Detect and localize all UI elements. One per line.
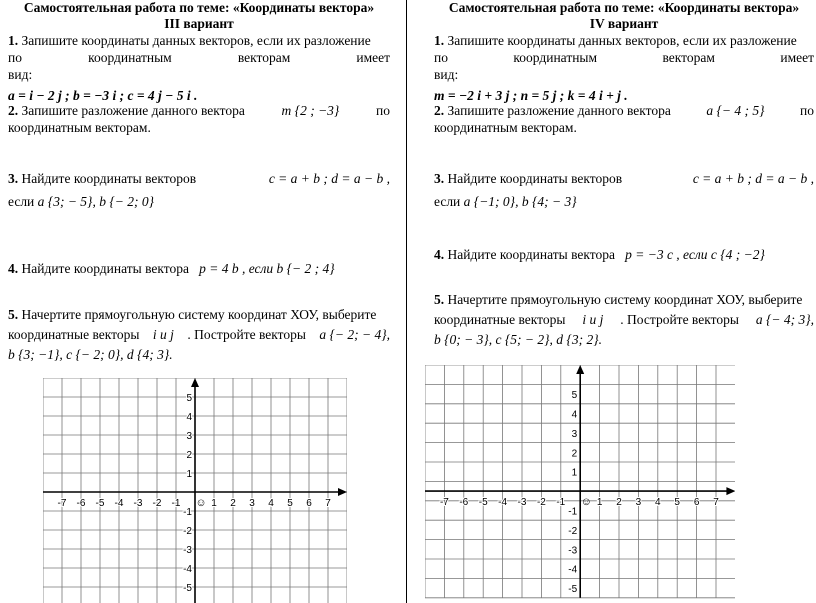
right-x-tick-label: 1: [596, 497, 603, 509]
left-t5-vec-a: a {− 2; − 4},: [319, 327, 390, 342]
right-t3-num: 3.: [434, 171, 445, 186]
left-t5-ij: i и j: [152, 327, 174, 342]
left-x-tick-label: 6: [306, 498, 312, 509]
left-t1-text-b: по координатным векторам имеет вид:: [8, 50, 390, 82]
right-task-2: [434, 102, 814, 136]
left-y-tick-label: 5: [186, 393, 192, 404]
left-y-tick-label: 2: [186, 450, 192, 461]
left-t4-text: Найдите координаты вектора: [21, 261, 189, 276]
right-x-tick-label: -1: [556, 497, 566, 509]
left-title: Самостоятельная работа по теме: «Координаты вектора»: [23, 0, 375, 15]
right-task-3: [434, 170, 814, 210]
right-x-tick-label: 5: [674, 497, 680, 509]
right-y-tick-label: -3: [568, 545, 578, 557]
left-y-tick-label: -2: [183, 526, 192, 537]
right-t5-text-a: Начертите прямоугольную систему координат ХОУ, выберите: [447, 292, 803, 307]
left-t3-text: Найдите координаты векторов: [21, 171, 197, 186]
left-task-4: [8, 260, 390, 277]
right-coordinate-grid: [425, 365, 735, 603]
right-t5-num: 5.: [434, 292, 445, 307]
left-t5-given: b {3; −1}, c {− 2; 0}, d {4; 3}.: [8, 347, 173, 362]
right-x-tick-label: -7: [439, 497, 449, 509]
left-x-tick-label: -1: [171, 498, 181, 509]
left-t2-vec: m {2 ; −3}: [281, 103, 340, 118]
left-t4-num: 4.: [8, 261, 19, 276]
left-task-1: [8, 32, 390, 104]
left-t2-num: 2.: [8, 103, 19, 118]
left-coordinate-grid: [43, 378, 347, 603]
left-y-tick-label: 1: [186, 469, 192, 480]
right-variant: IV вариант: [589, 16, 659, 31]
right-x-tick-label: -5: [478, 497, 488, 509]
right-title: Самостоятельная работа по теме: «Координаты вектора»: [448, 0, 800, 15]
left-x-tick-label: 4: [268, 498, 274, 509]
left-t5-text-b: координатные векторы: [8, 327, 140, 342]
right-x-tick-label: 7: [713, 497, 719, 509]
left-x-tick-label: -3: [133, 498, 143, 509]
right-x-tick-label: -2: [536, 497, 546, 509]
left-y-tick-label: -3: [183, 545, 192, 556]
right-y-tick-label: -1: [568, 506, 578, 518]
right-y-tick-label: -2: [568, 525, 578, 537]
right-x-tick-label: -6: [459, 497, 469, 509]
right-t1-text-b: по координатным векторам имеет вид:: [434, 50, 814, 82]
left-t3-given: a {3; − 5}, b {− 2; 0}: [37, 194, 154, 209]
left-x-tick-label: -4: [114, 498, 124, 509]
left-task-5: [8, 305, 390, 365]
left-t3-if: если: [8, 194, 35, 209]
right-t3-formula: c = a + b ; d = a − b ,: [692, 171, 814, 186]
left-origin-glyph: ☺: [195, 497, 207, 509]
left-task-3: [8, 170, 390, 210]
right-y-tick-label: -5: [568, 584, 578, 596]
left-t1-formula: a = i − 2 j ; b = −3 i ; c = 4 j − 5 i .: [8, 88, 198, 103]
right-task-1: [434, 32, 814, 104]
right-t2-text: Запишите разложение данного вектора: [447, 103, 671, 118]
left-y-arrow: [191, 378, 199, 387]
right-t1-num: 1.: [434, 33, 445, 48]
right-x-tick-label: 6: [693, 497, 700, 509]
right-x-arrow: [726, 487, 735, 495]
left-x-arrow: [338, 488, 347, 496]
right-t4-text: Найдите координаты вектора: [447, 247, 615, 262]
column-divider: [406, 0, 407, 603]
right-t5-vec-a: a {− 4; 3},: [755, 312, 814, 327]
left-t2-tail: по: [376, 103, 390, 118]
left-t2-text: Запишите разложение данного вектора: [21, 103, 245, 118]
left-variant: III вариант: [164, 16, 234, 31]
left-t4-formula: p = 4 b , если b {− 2 ; 4}: [199, 261, 335, 276]
left-t3-num: 3.: [8, 171, 19, 186]
left-x-tick-label: 2: [230, 498, 236, 509]
right-y-tick-label: -4: [568, 564, 578, 576]
left-t5-num: 5.: [8, 307, 19, 322]
right-t2-tail: по: [800, 103, 814, 118]
left-x-tick-label: -6: [76, 498, 86, 509]
right-y-tick-label: 1: [571, 467, 578, 479]
right-t2-text-b: координатным векторам.: [434, 120, 577, 135]
left-x-tick-label: 3: [249, 498, 255, 509]
left-task-2: [8, 102, 390, 136]
left-x-tick-label: -2: [152, 498, 162, 509]
left-y-tick-label: 3: [186, 431, 192, 442]
left-t3-formula: c = a + b ; d = a − b ,: [268, 171, 390, 186]
right-y-tick-label: 4: [571, 409, 578, 421]
right-t1-text-a: Запишите координаты данных векторов, если их разложение: [447, 33, 797, 48]
right-x-tick-label: 2: [616, 497, 622, 509]
right-task-4: [434, 246, 814, 263]
right-y-arrow: [576, 365, 584, 374]
left-x-tick-label: 1: [211, 498, 217, 509]
right-t3-if: если: [434, 194, 461, 209]
right-t4-num: 4.: [434, 247, 445, 262]
right-t5-given: b {0; − 3}, c {5; − 2}, d {3; 2}.: [434, 332, 602, 347]
left-t2-text-b: координатным векторам.: [8, 120, 151, 135]
right-t4-formula: p = −3 c , если c {4 ; −2}: [625, 247, 765, 262]
right-x-tick-label: 3: [635, 497, 642, 509]
right-t2-num: 2.: [434, 103, 445, 118]
right-task-5: [434, 290, 814, 350]
right-x-tick-label: -4: [498, 497, 508, 509]
right-t3-given: a {−1; 0}, b {4; − 3}: [463, 194, 577, 209]
left-t1-text-a: Запишите координаты данных векторов, если их разложение: [21, 33, 371, 48]
right-y-tick-label: 5: [571, 390, 578, 402]
left-x-tick-label: 5: [287, 498, 293, 509]
right-t2-vec: a {− 4 ; 5}: [706, 103, 765, 118]
right-y-tick-label: 3: [571, 428, 578, 440]
left-y-tick-label: 4: [186, 412, 192, 423]
left-x-tick-label: -7: [57, 498, 67, 509]
right-t1-formula: m = −2 i + 3 j ; n = 5 j ; k = 4 i + j .: [434, 88, 628, 103]
right-t3-text: Найдите координаты векторов: [447, 171, 623, 186]
right-y-tick-label: 2: [571, 448, 578, 460]
left-x-tick-label: -5: [95, 498, 105, 509]
right-x-tick-label: -3: [517, 497, 527, 509]
left-t1-num: 1.: [8, 33, 19, 48]
left-t5-text-c: . Постройте векторы: [187, 327, 306, 342]
left-t5-text-a: Начертите прямоугольную систему координат ХОУ, выберите: [21, 307, 377, 322]
left-x-tick-label: 7: [325, 498, 331, 509]
right-t5-text-c: . Постройте векторы: [620, 312, 739, 327]
left-y-tick-label: -1: [183, 507, 192, 518]
left-y-tick-label: -4: [183, 564, 192, 575]
right-x-tick-label: 4: [655, 497, 661, 509]
right-t5-text-b: координатные векторы: [434, 312, 566, 327]
left-y-tick-label: -5: [183, 583, 192, 594]
right-t5-ij: i и j: [582, 312, 604, 327]
right-origin-glyph: ☺: [580, 496, 592, 509]
